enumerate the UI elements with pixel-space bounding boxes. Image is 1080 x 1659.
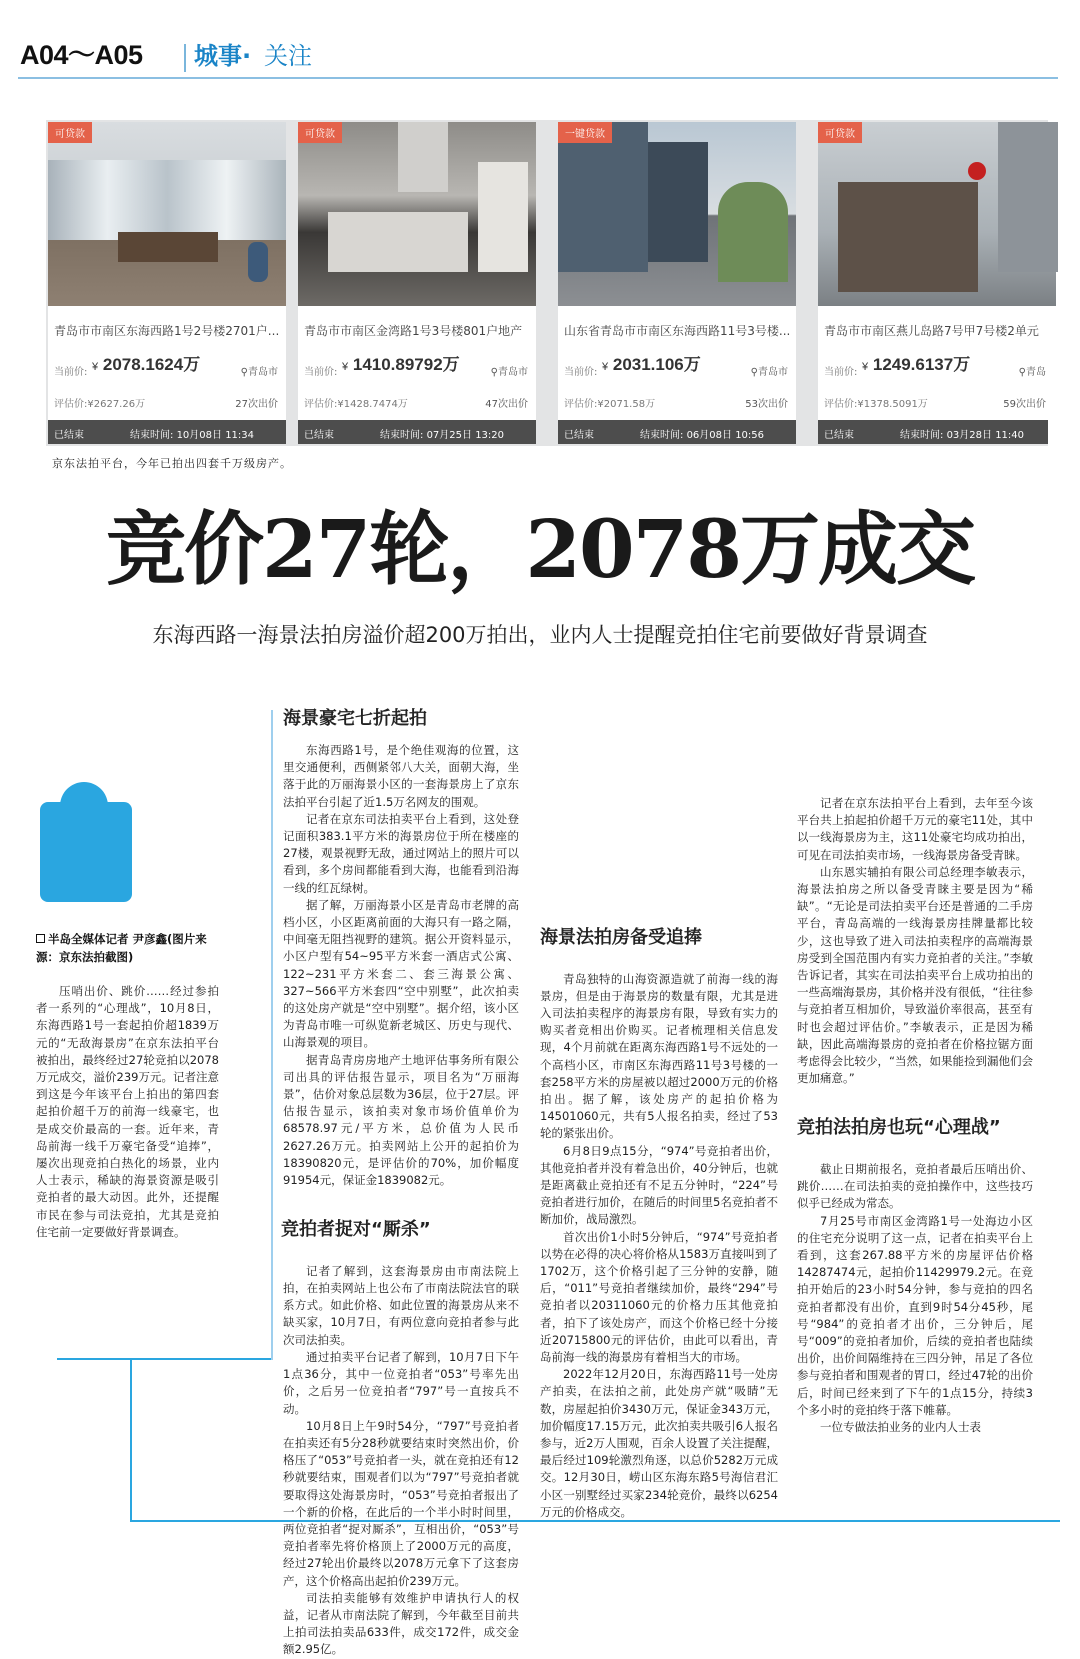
evaluation-price: 评估价:¥2627.26万 [54,399,146,410]
current-price-value: 1249.6137万 [872,355,971,374]
end-time-value: 07月25日 13:20 [426,430,505,441]
article-column-4 [797,695,1033,1436]
subheadline: 东海西路一海景法拍房溢价超200万拍出，业内人士提醒竞拍住宅前要做好背景调查 [152,623,928,647]
paragraph: 首次出价1小时5分钟后，“974”号竞拍者以势在必得的决心将价格从1583万直接叫到了1702万，这个价格引起了三分钟的安静，随后，“011”号竞拍者继续加价，最终“294”号竞拍者以20311060元的价格力压其他竞拍者，拍下了该处房产，而这个价格已经十分接近20715800元的评估价，由此可以看出，青岛前海一线的海景房有着相当大的市场。 [540,1229,778,1365]
paragraph: 6月8日9点15分，“974”号竞拍者出价，其他竞拍者并没有着急出价，40分钟后，也就是距离截止竞拍还有不足五分钟时，“224”号竞拍者进行加价，在随后的时间里5名竞拍者不断加价，战局激烈。 [540,1143,778,1227]
end-time-label: 结束时间: [130,430,174,441]
intro-text: 压哨出价、跳价……经过参拍者一系列的“心理战”，10月8日，东海西路1号一套起拍价超1839万元的“无敌海景房”在京东法拍平台被拍出，最终经过27轮竞拍以2078万元成交，溢价239万元。记者注意到这是今年该平台上拍出的第四套起拍价超千万的前海一线豪宅，也是成交价最高的一套。近年来，青岛前海一线千万豪宅备受“追捧”，屡次出现竞拍白热化的场景，业内人士表示，稀缺的海景资源是吸引竞拍者的最大动因。此外，还提醒市民在参与司法竞拍，尤其是竞拍住宅前一定要做好背景调查。 [36,984,219,1239]
listing-title[interactable]: 青岛市市南区金湾路1号3号楼801户地产 [304,324,523,338]
paragraph: 记者了解到，这套海景房由市南法院上拍，在拍卖网站上也公布了市南法院法官的联系方式。如此价格、如此位置的海景房从来不缺买家，10月7日，有两位意向竞拍者参与此次司法拍卖。 [283,1263,519,1347]
section-dot: · [242,42,252,70]
end-time [130,426,254,441]
end-time [380,426,504,441]
paragraph: 青岛独特的山海资源造就了前海一线的海景房，但是由于海景房的数量有限，尤其是进入司法拍卖程序的海景房有限，导致有实力的购买者竞相出价购买。记者梳理相关信息发现，4个月前就在距离东海西路1号不远处的一个高档小区，市南区东海西路11号3号楼的一套258平方米的房屋被以超过2000万元的价格拍出。据了解，该处房产的起拍价格为14501060元，共有5人报名拍卖，经过了53轮的紧张出价。 [540,971,778,1141]
location-pin-icon: ⚲ [240,367,248,378]
current-price [602,355,701,375]
paragraph: 据青岛青房房地产土地评估事务所有限公司出具的评估报告显示，项目名为“万丽海景”，估价对象总层数为36层，位于27层。评估报告显示，该拍卖对象市场价值单价为68578.97元/平方米，总价值为人民币2627.26万元。拍卖网站上公开的起拍价为18390820元，是评估价的70%，加价幅度91954元，保证金1839082元。 [283,1052,519,1188]
listing-photo [558,122,796,306]
byline [36,930,221,966]
header-separator [184,44,186,72]
end-time-value: 06月08日 10:56 [686,430,765,441]
loan-tag: 一键贷款 [558,122,612,143]
status-badge: 已结束 [824,430,854,441]
section-main: 城事 [194,42,242,70]
paragraph: 7月25号市南区金湾路1号一处海边小区的住宅充分说明了这一点，记者在拍卖平台上看到，这套267.88平方米的房屋评估价格14287474元，起拍价11429979.2元。在竞拍开始后的23小时54分钟，参与竞拍的四名竞拍者都没有出价，直到9时54分45秒，尾号“984”的竞拍者才出价，三分钟后，尾号“009”的竞拍者加价，后续的竞拍者也陆续出价，出价间隔维持在三四分钟，吊足了各位参与竞拍者和围观者的胃口，经过47轮的出价后，时间已经来到了下午的1点15分，持续3个多小时的竞拍终于落下帷幕。 [797,1213,1033,1417]
paragraph: 司法拍卖能够有效维护申请执行人的权益，记者从市南法院了解到，今年截至目前共上拍司法拍卖品633件，成交172件，成交金额2.95亿。 [283,1590,519,1657]
listing-title[interactable]: 青岛市市南区东海西路1号2号楼2701户... [54,324,280,338]
status-bar [298,420,536,444]
bid-count: 27次出价 [235,399,278,410]
status-badge: 已结束 [54,430,84,441]
paragraph: 据了解，万丽海景小区是青岛市老牌的高档小区，小区距离前面的大海只有一路之隔，中间毫无阻挡视野的建筑。据公开资料显示，小区户型有54~95平方米套一酒店式公寓、122~231平方米套二、套三海景公寓、327~566平方米套四“空中别墅”，此次拍卖的这处房产就是“空中别墅”。据介绍，该小区为青岛市唯一可纵览新老城区、历史与现代、山海景观的项目。 [283,897,519,1050]
location [491,363,528,378]
paragraph: 记者在京东司法拍卖平台上看到，这处登记面积383.1平方米的海景房位于所在楼座的27楼，观景视野无敌，通过网站上的照片可以看到，多个房间都能看到大海，也能看到沿海一线的红瓦绿树。 [283,811,519,895]
current-price-value: 2078.1624万 [102,355,201,374]
listing-card[interactable] [48,122,286,444]
currency-symbol: ¥ [862,361,869,373]
end-time-value: 03月28日 11:40 [946,430,1025,441]
bid-count: 59次出价 [1003,399,1046,410]
currency-symbol: ¥ [342,361,349,373]
status-bar [48,420,286,444]
end-time-label: 结束时间: [380,430,424,441]
status-bar [558,420,796,444]
current-price-label: 当前价: [824,367,858,378]
paragraph: 截止日期前报名，竞拍者最后压哨出价、跳价……在司法拍卖的竞拍操作中，这些技巧似乎已经成为常态。 [797,1162,1033,1211]
listing-photo [298,122,536,306]
subheading: 竞拍者捉对“厮杀” [281,1219,431,1241]
current-price [862,355,970,375]
paragraph: 通过拍卖平台记者了解到，10月7日下午1点36分，其中一位竞拍者“053”号率先出价，之后另一位竞拍者“797”号一直按兵不动。 [283,1349,519,1416]
location-pin-icon: ⚲ [1018,367,1026,378]
status-badge: 已结束 [304,430,334,441]
listing-card[interactable] [818,122,1048,444]
article-column-3 [540,695,778,1521]
headline: 竞价27轮，2078万成交 [106,502,974,596]
location-text: 青岛市 [758,367,788,378]
end-time [900,426,1024,441]
quote-mark-icon [40,782,140,902]
current-price-value: 1410.89792万 [352,355,460,374]
location-pin-icon: ⚲ [750,367,758,378]
current-price [342,355,460,375]
end-time-value: 10月08日 11:34 [176,430,255,441]
loan-tag: 可贷款 [298,122,342,143]
loan-tag: 可贷款 [818,122,862,143]
bid-count: 47次出价 [485,399,528,410]
section-sub: 关注 [264,42,312,70]
paragraph: 记者在京东法拍平台上看到，去年至今该平台共上拍起拍价超千万元的豪宅11处，其中以一线海景房为主，这11处豪宅均成功拍出，可见在司法拍卖市场，一线海景房备受青睐。 [797,796,1033,862]
square-bullet-icon [36,934,45,943]
subheading: 海景法拍房备受追捧 [540,927,702,948]
section-name [194,43,251,69]
page-number: A04～A05 [20,40,143,70]
paragraph: 一位专做法拍业务的业内人士表 [820,1420,981,1435]
end-time-label: 结束时间: [900,430,944,441]
current-price-label: 当前价: [54,367,88,378]
listing-card[interactable] [558,122,796,444]
location [241,363,278,378]
bid-count: 53次出价 [745,399,788,410]
listing-photo [818,122,1056,306]
paragraph: 2022年12月20日，东海西路11号一处房产拍卖，在法拍之前，此处房产就“吸睛”无数，房屋起拍价3430万元，保证金343万元，加价幅度17.15万元，此次拍卖共吸引6人报名参与，近2万人围观，百余人设置了关注提醒，最后经过109轮激烈角逐，以总价5282万元成交。12月30日，崂山区东海东路5号海信君汇小区一别墅经过买家234轮竞价，最终以6254万元的价格成交。 [540,1367,778,1519]
location [1019,363,1046,378]
listing-title[interactable]: 山东省青岛市市南区东海西路11号3号楼... [564,324,791,338]
subheading: 海景豪宅七折起拍 [283,708,427,729]
listing-title[interactable]: 青岛市市南区燕儿岛路7号甲7号楼2单元 [824,324,1039,338]
evaluation-price: 评估价:¥1428.7474万 [304,399,408,410]
listing-screenshot-strip [46,120,1048,446]
listing-card[interactable] [298,122,536,444]
listing-photo [48,122,286,306]
location-text: 青岛 [1026,367,1046,378]
evaluation-price: 评估价:¥2071.58万 [564,399,656,410]
byline-text: 半岛全媒体记者 尹彦鑫(图片来源：京东法拍截图) [36,932,207,964]
subheading: 竞拍法拍房也玩“心理战” [797,1117,1001,1139]
location-text: 青岛市 [248,367,278,378]
current-price-label: 当前价: [304,367,338,378]
currency-symbol: ¥ [92,361,99,373]
intro-paragraph [36,983,219,1241]
loan-tag: 可贷款 [48,122,92,143]
end-time-label: 结束时间: [640,430,684,441]
paragraph: 10月8日上午9时54分，“797”号竞拍者在拍卖还有5分28秒就要结束时突然出价，价格压了“053”号竞拍者一头，就在竞拍还有12秒就要结束，围观者们以为“797”号竞拍者就要取得这处海景房时，“053”号竞拍者报出了一个新的价格，在此后的一个半小时时间里，两位竞拍者“捉对厮杀”，互相出价，“053”号竞拍者率先将价格顶上了2000万元的高度，经过27轮出价最终以2078万元拿下了这套房产，这个价格高出起拍价239万元。 [283,1418,519,1588]
location [751,363,788,378]
current-price-label: 当前价: [564,367,598,378]
location-text: 青岛市 [498,367,528,378]
paragraph: 山东恩实辅拍有限公司总经理李敏表示，海景法拍房之所以备受青睐主要是因为“稀缺”。“无论是司法拍卖平台还是普通的二手房平台，青岛高端的一线海景房挂牌量都比较少，这也导致了进入司法拍卖程序的高端海景房受到全国范围内有实力竞拍者的关注。”李敏告诉记者，其实在司法拍卖平台上成功拍出的一些高端海景房，其价格并没有很低，“往往参与竞拍者互相加价，导致溢价率很高，甚至有时也会超过评估价。”李敏表示，正是因为稀缺，因此高端海景房的竞拍者在价格拉锯方面考虑得会比较少，“当然，如果能捡到漏他们会更加痛意。” [797,864,1033,1086]
evaluation-price: 评估价:¥1378.5091万 [824,399,928,410]
end-time [640,426,764,441]
current-price-value: 2031.106万 [612,355,701,374]
status-bar [818,420,1048,444]
current-price [92,355,200,375]
location-pin-icon: ⚲ [490,367,498,378]
rule-horizontal [57,1358,271,1360]
paragraph: 东海西路1号，是个绝佳观海的位置，这里交通便利，西侧紧邻八大关，面朝大海，坐落于此的万丽海景小区的一套海景房上了京东法拍平台引起了近1.5万名网友的围观。 [283,743,519,809]
rule-vertical [271,710,273,1360]
rule-bottom [130,1520,1060,1522]
rule-vertical-lower [130,1360,132,1520]
photo-caption: 京东法拍平台，今年已拍出四套千万级房产。 [52,457,292,470]
header-rule [18,77,1058,79]
page-header [0,0,1080,80]
currency-symbol: ¥ [602,361,609,373]
status-badge: 已结束 [564,430,594,441]
